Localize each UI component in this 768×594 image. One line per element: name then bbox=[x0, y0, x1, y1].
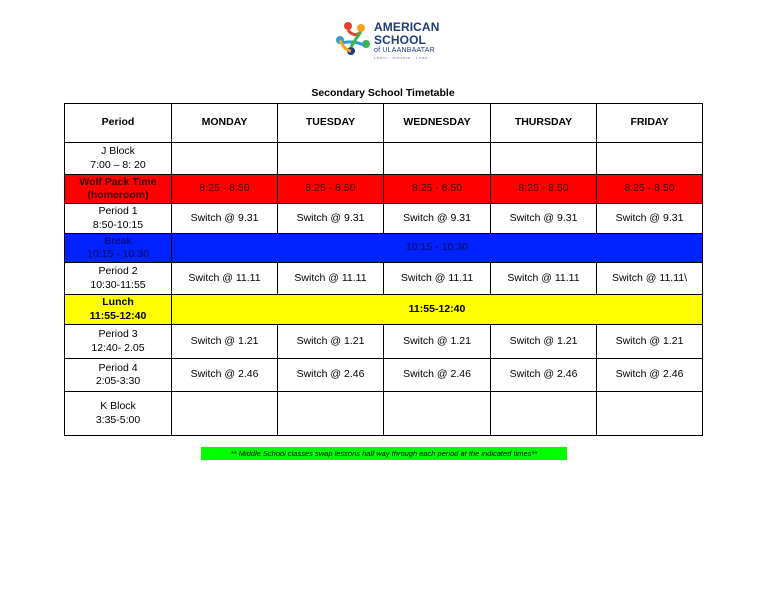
cell-period-3-thursday: Switch @ 1.21 bbox=[491, 325, 597, 359]
period-cell-lunch bbox=[65, 295, 172, 325]
cell-k-block-friday bbox=[597, 392, 703, 436]
header-thursday: THURSDAY bbox=[491, 104, 597, 143]
period-name: Wolf Pack Time bbox=[79, 175, 157, 188]
cell-wolf-pack-tuesday: 8:25 - 8.50 bbox=[278, 175, 384, 204]
cell-j-block-wednesday bbox=[384, 143, 491, 175]
logo-line-3: of ULAANBAATAR bbox=[374, 47, 435, 54]
logo-tagline: Learn · Achieve · Lead bbox=[374, 55, 428, 60]
row-break bbox=[65, 234, 703, 263]
period-time: 10:30-11:55 bbox=[90, 278, 146, 291]
period-cell-period-2 bbox=[65, 263, 172, 295]
row-wolf-pack bbox=[65, 175, 703, 204]
cell-period-1-wednesday: Switch @ 9.31 bbox=[384, 204, 491, 234]
cell-period-2-friday: Switch @ 11.11\ bbox=[597, 263, 703, 295]
period-cell-wolf-pack bbox=[65, 175, 172, 204]
cell-period-3-tuesday: Switch @ 1.21 bbox=[278, 325, 384, 359]
cell-wolf-pack-friday: 8:25 - 8.50 bbox=[597, 175, 703, 204]
period-cell-period-3 bbox=[65, 325, 172, 359]
period-time: 10:15 - 10:30 bbox=[87, 248, 149, 260]
header-friday: FRIDAY bbox=[597, 104, 703, 143]
cell-j-block-friday bbox=[597, 143, 703, 175]
school-logo bbox=[334, 18, 444, 62]
cell-wolf-pack-wednesday: 8:25 - 8.50 bbox=[384, 175, 491, 204]
cell-k-block-wednesday bbox=[384, 392, 491, 436]
period-time: (homeroom) bbox=[87, 189, 149, 201]
cell-period-3-wednesday: Switch @ 1.21 bbox=[384, 325, 491, 359]
period-time: 7:00 – 8: 20 bbox=[90, 158, 146, 171]
break-span-cell: 10:15 - 10:30 bbox=[172, 234, 703, 263]
cell-period-4-wednesday: Switch @ 2.46 bbox=[384, 359, 491, 392]
period-name: Period 1 bbox=[98, 205, 138, 218]
school-logo-icon bbox=[334, 18, 372, 58]
cell-period-3-friday: Switch @ 1.21 bbox=[597, 325, 703, 359]
cell-period-4-thursday: Switch @ 2.46 bbox=[491, 359, 597, 392]
period-cell-break bbox=[65, 234, 172, 263]
logo-line-2: SCHOOL bbox=[374, 33, 426, 47]
cell-period-4-friday: Switch @ 2.46 bbox=[597, 359, 703, 392]
row-j-block bbox=[65, 143, 703, 175]
cell-period-3-monday: Switch @ 1.21 bbox=[172, 325, 278, 359]
cell-k-block-tuesday bbox=[278, 392, 384, 436]
row-k-block bbox=[65, 392, 703, 436]
period-cell-j-block bbox=[65, 143, 172, 175]
cell-period-1-monday: Switch @ 9.31 bbox=[172, 204, 278, 234]
cell-period-2-monday: Switch @ 11.11 bbox=[172, 263, 278, 295]
header-wednesday: WEDNESDAY bbox=[384, 104, 491, 143]
lunch-span-cell: 11:55-12:40 bbox=[172, 295, 703, 325]
row-period-1 bbox=[65, 204, 703, 234]
cell-period-1-friday: Switch @ 9.31 bbox=[597, 204, 703, 234]
logo-text bbox=[374, 21, 439, 60]
period-time: 8:50-10:15 bbox=[92, 218, 144, 231]
cell-period-2-tuesday: Switch @ 11.11 bbox=[278, 263, 384, 295]
period-cell-k-block bbox=[65, 392, 172, 436]
period-name: Period 2 bbox=[98, 265, 138, 278]
cell-period-2-thursday: Switch @ 11.11 bbox=[491, 263, 597, 295]
period-name: K Block bbox=[100, 400, 136, 413]
period-time: 12:40- 2.05 bbox=[91, 341, 145, 354]
row-period-3 bbox=[65, 325, 703, 359]
cell-period-4-tuesday: Switch @ 2.46 bbox=[278, 359, 384, 392]
period-time: 11:55-12:40 bbox=[89, 309, 147, 322]
logo-line-1: AMERICAN bbox=[374, 20, 440, 34]
header-period: Period bbox=[65, 104, 172, 143]
period-name: J Block bbox=[101, 145, 135, 158]
cell-j-block-tuesday bbox=[278, 143, 384, 175]
row-lunch bbox=[65, 295, 703, 325]
timetable bbox=[64, 103, 703, 436]
cell-k-block-monday bbox=[172, 392, 278, 436]
row-period-4 bbox=[65, 359, 703, 392]
period-name: Period 3 bbox=[98, 328, 138, 341]
cell-period-4-monday: Switch @ 2.46 bbox=[172, 359, 278, 392]
header-row bbox=[65, 104, 703, 143]
cell-period-1-thursday: Switch @ 9.31 bbox=[491, 204, 597, 234]
cell-j-block-thursday bbox=[491, 143, 597, 175]
middle-school-note: ** Middle School classes swap lessons half way through each period at the indicated times** bbox=[201, 447, 567, 460]
period-name: Period 4 bbox=[98, 361, 138, 374]
cell-wolf-pack-monday: 8:25 - 8.50 bbox=[172, 175, 278, 204]
cell-period-1-tuesday: Switch @ 9.31 bbox=[278, 204, 384, 234]
period-time: 2:05-3:30 bbox=[95, 375, 141, 387]
period-name: Break bbox=[104, 234, 132, 247]
cell-wolf-pack-thursday: 8:25 - 8.50 bbox=[491, 175, 597, 204]
period-name: Lunch bbox=[102, 296, 134, 309]
cell-period-2-wednesday: Switch @ 11.11 bbox=[384, 263, 491, 295]
header-monday: MONDAY bbox=[172, 104, 278, 143]
header-tuesday: TUESDAY bbox=[278, 104, 384, 143]
cell-j-block-monday bbox=[172, 143, 278, 175]
period-time: 3:35-5:00 bbox=[95, 413, 141, 426]
row-period-2 bbox=[65, 263, 703, 295]
cell-k-block-thursday bbox=[491, 392, 597, 436]
period-cell-period-1 bbox=[65, 204, 172, 234]
page-title: Secondary School Timetable bbox=[311, 87, 455, 99]
period-cell-period-4 bbox=[65, 359, 172, 392]
